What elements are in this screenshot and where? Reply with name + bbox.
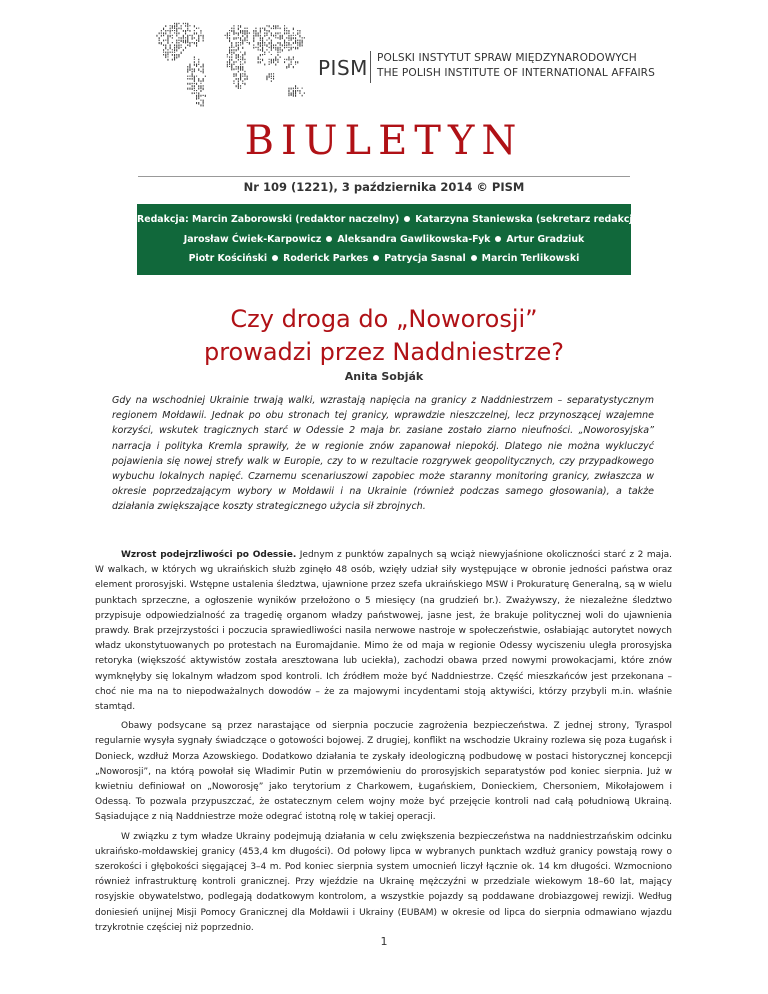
world-map-logo: [150, 16, 315, 111]
editor-name: Artur Gradziuk: [506, 233, 585, 245]
article-title: [0, 303, 768, 369]
issue-info: Nr 109 (1221), 3 października 2014 © PISM: [243, 180, 525, 194]
article-lead: Gdy na wschodniej Ukrainie trwają walki, wzrastają napięcia na granicy z Naddniestrzem – separatystycznym regionem Mołdawii. Jednak po obu stronach tej granicy, wprawdzie nieszczelnej, lecz przynoszącej wzajemne korzyści, wskutek tragicznych starć w Odessie 2 maja br. zasiane zostało ziarno nieufności. „Noworosyjska” narracja i polityka Kremla sprawiły, że w regionie znów zapanował niepokój. Dlatego nie można wykluczyć pojawienia się nowej strefy walk w Europie, czy to w rezultacie rozgrywek geopolitycznych, czy przypadkowego wybuchu lokalnych napięć. Czarnemu scenariuszowi zapobiec może staranny monitoring granicy, zwłaszcza w okresie poprzedzającym wybory w Mołdawii i na Ukrainie (również podczas samego głosowania), a także działania zwiększające koszty strategicznego użycia sił zbrojnych.: [112, 395, 654, 513]
bullet-icon: [326, 236, 332, 242]
bullet-icon: [471, 255, 477, 261]
editor-name: Piotr Kościński: [188, 253, 268, 264]
logo-divider: [370, 51, 371, 83]
editor-name: Aleksandra Gawlikowska-Fyk: [337, 233, 491, 245]
bullet-icon: [272, 255, 278, 261]
paragraph-1: [95, 548, 672, 715]
publication-title: BIULETYN: [244, 118, 524, 164]
editorial-line-2: [137, 230, 631, 250]
editorial-line-1: [137, 210, 641, 230]
article-author: Anita Sobják: [344, 370, 424, 383]
editorial-board-box: [137, 204, 641, 275]
editor-name: Patrycja Sasnal: [384, 253, 466, 264]
pism-logo-word: PISM: [318, 56, 368, 80]
paragraph-lede: Wzrost podejrzliwości po Odessie.: [121, 550, 297, 560]
article-title-line-1: Czy droga do „Noworosji”: [230, 305, 538, 333]
editor-name: Marcin Terlikowski: [481, 253, 580, 264]
institute-name-pl: POLSKI INSTYTUT SPRAW MIĘDZYNARODOWYCH: [377, 52, 637, 64]
page-number: 1: [380, 935, 388, 948]
paragraph-text: Jednym z punktów zapalnych są wciąż niewyjaśnione okoliczności starć z 2 maja. W walkach, w których wg ukraińskich służb zginęło 48 osób, wzięły udział siły występujące w obronie jedności państwa oraz element prorosyjski. Wstępne ustalenia śledztwa, ujawnione przez szefa ukraińskiego MSW i Prokuraturę Generalną, są w wielu punktach sprzeczne, a ogłoszenie wyników przełożono o 5 miesięcy (na grudzień br.). Zważywszy, że niezależne śledztwo przypisuje odpowiedzialność za tragedię organom władzy państwowej, jasne jest, że brakuje politycznej woli do ujawnienia prawdy. Brak przejrzystości i poczucia sprawiedliwości nasila nerwowe nastroje w społeczeństwie, osłabiając autorytet nowych władz ukonstytuowanych po protestach na Euromajdanie. Mimo że od maja w regionie Odessy wyciszeniu uległa prorosyjska retoryka (większość aktywistów została aresztowana lub uciekła), zachodzi obawa przed nowymi prowokacjami, które znów wymknęłyby się lokalnym władzom spod kontroli. Ich źródłem może być Naddniestrze. Część mieszkańców jest przekonana – choć nie ma na to niepodważalnych dowodów – że za majowymi incydentami stoją aktywiści, którzy przybyli m.in. właśnie stamtąd.: [95, 550, 672, 713]
editorial-line-3: [137, 249, 631, 269]
paragraph-3: W związku z tym władze Ukrainy podejmują działania w celu zwiększenia bezpieczeństwa na naddniestrzańskim odcinku ukraińsko-mołdawskiej granicy (453,4 km długości). Od połowy lipca w wybranych punktach wzdłuż granicy powstają rowy o szerokości i głębokości sięgającej 3–4 m. Pod koniec sierpnia system umocnień liczył łącznie ok. 14 km długości. Wzmocniono również infrastrukturę kontroli granicznej. Przy wjeździe na Ukrainę mężczyźni w przedziale wiekowym 18–60 lat, mający rosyjskie obywatelstwo, podlegają dodatkowym kontrolom, a wszystkie pojazdy są poddawane drobiazgowej rewizji. Według doniesień unijnej Misji Pomocy Granicznej dla Mołdawii i Ukrainy (EUBAM) w okresie od lipca do sierpnia odmawiano wjazdu trzykrotnie częściej niż poprzednio.: [95, 831, 672, 933]
paragraph-2: Obawy podsycane są przez narastające od sierpnia poczucie zagrożenia bezpieczeństwa. Z jednej strony, Tyraspol regularnie wysyła sygnały świadczące o gotowości bojowej. Z drugiej, konflikt na wschodzie Ukrainy rozlewa się poza Ługańsk i Donieck, wzdłuż Morza Azowskiego. Dodatkowo działania te zyskały ideologiczną podbudowę w postaci historycznej koncepcji „Noworosji”, na którą powołał się Władimir Putin w przemówieniu do prorosyjskich separatystów pod koniec sierpnia. Już w kwietniu definiował on „Noworosję” jako terytorium z Charkowem, Ługańskiem, Donieckiem, Chersoniem, Mikołajowem i Odessą. To pozwala przypuszczać, że ostatecznym celem wojny może być przejęcie kontroli nad całą południową Ukrainą. Sąsiadujące z nią Naddniestrze może odegrać istotną rolę w takiej operacji.: [95, 721, 672, 823]
editor-name: Roderick Parkes: [283, 253, 369, 264]
article-title-line-2: prowadzi przez Naddniestrze?: [203, 338, 565, 366]
editor-name: Jarosław Ćwiek-Karpowicz: [183, 233, 322, 245]
divider: [138, 176, 630, 177]
header: [0, 0, 768, 125]
institute-name-en: THE POLISH INSTITUTE OF INTERNATIONAL AFFAIRS: [377, 67, 655, 79]
bullet-icon: [373, 255, 379, 261]
institute-name: [377, 51, 655, 81]
bullet-icon: [404, 216, 410, 222]
editor-name: Katarzyna Staniewska (sekretarz redakcji): [415, 214, 641, 225]
article-body: [95, 548, 672, 940]
bullet-icon: [495, 236, 501, 242]
editor-name: Redakcja: Marcin Zaborowski (redaktor naczelny): [137, 214, 400, 225]
